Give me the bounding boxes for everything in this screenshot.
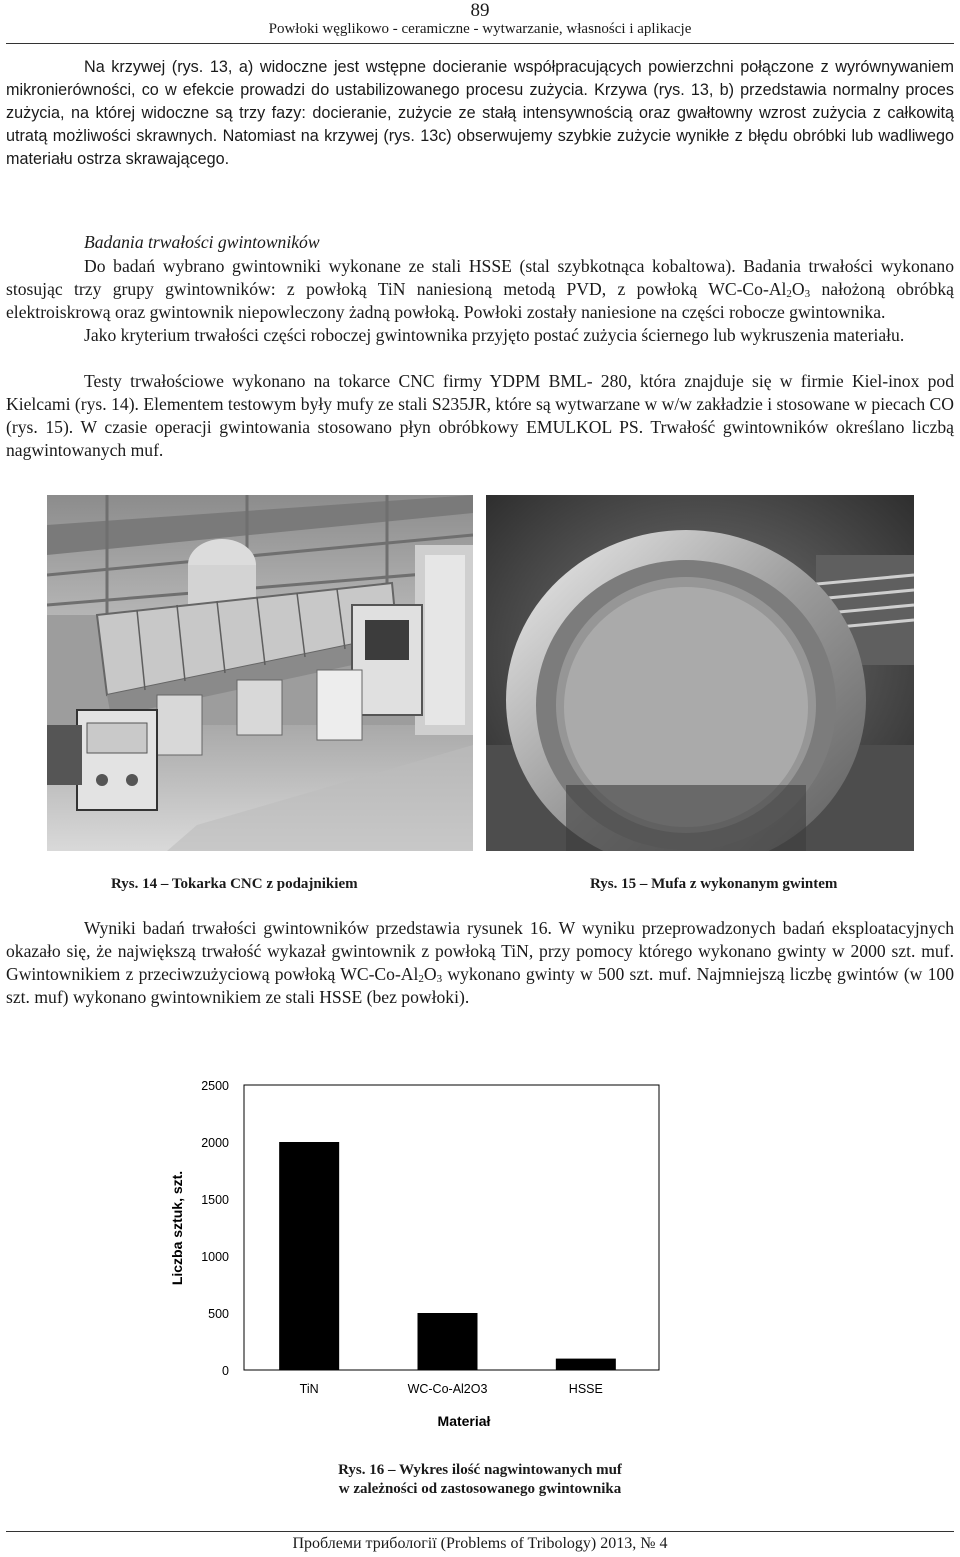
results-text-a: Wyniki badań trwałości gwintowników przedstawia rysunek 16. W wyniku przeprowadzonych badań eksploatacyjnych okazało się, że największą trwałość wykazał gwintownik z powłoką TiN, przy pomocy którego wykonano gwinty w 2000 szt. muf. Gwintownikiem z przeciwzużyciową powłoką WC-Co-Al	[6, 918, 954, 984]
bar-tin	[279, 1142, 339, 1370]
results-subscript-2: 3	[436, 973, 443, 985]
intro-paragraph: Na krzywej (rys. 13, a) widoczne jest wstępne docieranie współpracujących powierzchni połączone z wyrównywaniem mikronierówności, co w efekcie prowadzi do ustabilizowanego procesu zużycia. Krzywa (rys. 13, b) przedstawia normalny proces zużycia, na której widoczne są trzy fazy: docieranie, zużycie ze stałą intensywnością oraz gwałtowny wzrost zużycia z całkowitą utratą możliwości skrawnych. Natomiast na krzywej (rys. 13c) obserwujemy szybkie zużycie wynikłe z błędu obróbki lub wadliwego materiału ostrza skrawającego.	[6, 58, 954, 168]
y-axis-label: Liczba sztuk, szt.	[169, 1170, 185, 1286]
cnc-lathe-illustration	[47, 495, 473, 851]
section-paragraph-3: Testy trwałościowe wykonano na tokarce CNC firmy YDPM BML- 280, która znajduje się w firmie Kiel-inox pod Kielcami (rys. 14). Elementem testowym były mufy ze stali S235JR, które są wytwarzane w w/w zakładzie i stosowane w piecach CO (rys. 15). W czasie operacji gwintowania stosowano płyn obróbkowy EMULKOL PS. Trwałość gwintowników określano liczbą nagwintowanych muf.	[6, 371, 954, 460]
x-tick-label: TiN	[299, 1382, 319, 1396]
cnc-lathe-photo	[47, 495, 473, 851]
y-tick-label: 500	[208, 1307, 229, 1321]
results-paragraph	[6, 917, 954, 1009]
y-tick-label: 1000	[201, 1250, 229, 1264]
y-tick-label: 2000	[201, 1136, 229, 1150]
bar-hsse	[556, 1359, 616, 1370]
x-axis-label: Materiał	[437, 1413, 491, 1429]
y-tick-label: 0	[222, 1364, 229, 1378]
p1-text-b: O	[791, 279, 805, 299]
mufa-illustration	[486, 495, 914, 851]
results-subscript-1: 2	[418, 973, 424, 985]
fig16-caption-line2: w zależności od zastosowanego gwintownika	[338, 1481, 622, 1497]
mufa-photo	[486, 495, 914, 851]
fig15-caption: Rys. 15 – Mufa z wykonanym gwintem	[590, 876, 838, 892]
fig16-caption-line1: Rys. 16 – Wykres ilość nagwintowanych muf	[338, 1462, 622, 1478]
fig16-caption	[6, 1461, 954, 1499]
section-paragraph-2: Jako kryterium trwałości części roboczej gwintownika przyjęto postać zużycia ściernego lub wykruszenia materiału.	[84, 325, 905, 345]
footer-rule	[6, 1531, 954, 1532]
fig14-caption: Rys. 14 – Tokarka CNC z podajnikiem	[111, 876, 358, 892]
results-text-c: wykonano gwinty w 500 szt. muf. Najmniejszą liczbę gwintów (w 100 szt. muf) wykonano gwintownikiem ze stali HSSE (bez powłoki).	[6, 964, 954, 1007]
x-tick-label: WC-Co-Al2O3	[407, 1382, 488, 1396]
header-rule	[6, 43, 954, 44]
p1-text-a: Do badań wybrano gwintowniki wykonane ze stali HSSE (stal szybkotnąca kobaltowa). Badania trwałości wykonano stosując trzy grupy gwintowników: z powłoką TiN naniesioną metodą PVD, z powłoką WC-Co-Al	[6, 256, 954, 299]
footer: Проблеми трибології (Problems of Tribology) 2013, № 4	[292, 1535, 668, 1552]
p1-subscript-2: 3	[804, 288, 811, 300]
section-heading: Badania trwałości gwintowników	[84, 232, 320, 252]
bar-chart	[0, 1060, 960, 1440]
y-tick-label: 2500	[201, 1079, 229, 1093]
running-title: Powłoki węglikowo - ceramiczne - wytwarzanie, własności i aplikacje	[268, 21, 692, 37]
x-tick-label: HSSE	[568, 1382, 603, 1396]
p1-subscript-1: 2	[786, 288, 792, 300]
y-tick-label: 1500	[201, 1193, 229, 1207]
p1-text-c: nałożoną obróbką elektroiskrową oraz gwintownik niepowleczony żadną powłoką. Powłoki zostały naniesione na części robocze gwintownika.	[6, 279, 954, 322]
results-text-b: O	[423, 964, 437, 984]
section-paragraph-1	[6, 255, 954, 324]
bar-wc-co-al2o3	[418, 1313, 478, 1370]
page-number: 89	[470, 0, 490, 21]
